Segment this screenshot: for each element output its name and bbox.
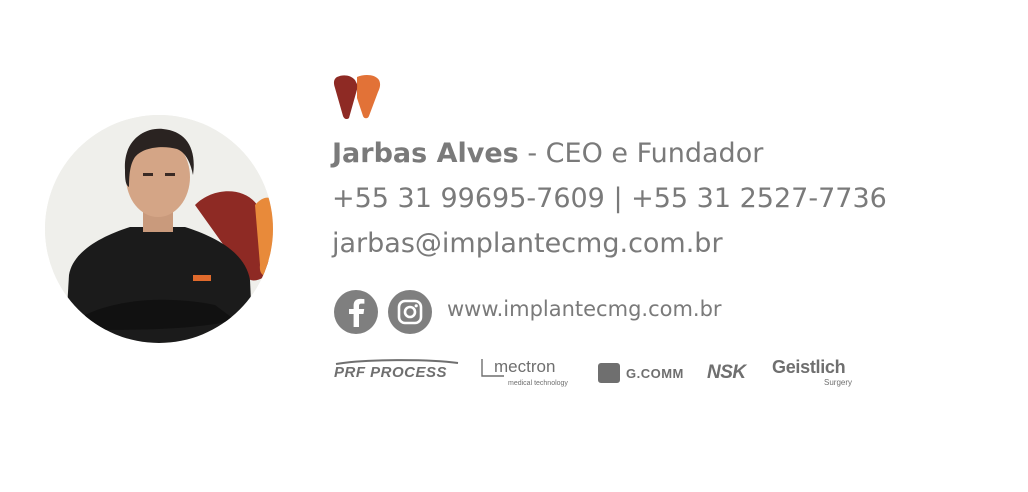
website-link[interactable]: www.implantecmg.com.br (447, 297, 722, 321)
person-name: Jarbas Alves (332, 138, 519, 169)
partner-logo-mectron (482, 357, 568, 387)
partner-logo-prf-process (334, 362, 447, 381)
job-title: CEO e Fundador (545, 138, 764, 169)
nsk-text: NSK (707, 362, 746, 383)
geistlich-subtext: Surgery (824, 378, 853, 387)
title-separator: - (518, 138, 546, 169)
social-links (334, 290, 432, 334)
geistlich-text: Geistlich (772, 357, 846, 377)
mectron-subtext: medical technology (508, 380, 568, 387)
partner-logo-nsk (707, 362, 746, 384)
phone-office[interactable]: +55 31 2527-7736 (631, 183, 887, 214)
gcomm-text: G.COMM (626, 365, 684, 381)
name-title-line (332, 138, 763, 169)
prf-swoosh (334, 359, 460, 365)
gcomm-mark (598, 363, 620, 383)
prf-process-text: PRF PROCESS (334, 364, 448, 381)
phone-mobile[interactable]: +55 31 99695-7609 (332, 183, 605, 214)
partner-logo-gcomm (598, 363, 684, 383)
phone-separator: | (604, 183, 632, 214)
brand-logo (333, 74, 383, 124)
phone-line (332, 183, 887, 214)
partner-logo-geistlich (772, 357, 853, 387)
profile-photo (45, 115, 273, 343)
mectron-text: mectron (494, 357, 556, 376)
instagram-icon[interactable] (388, 290, 432, 334)
facebook-icon[interactable] (334, 290, 378, 334)
email-link[interactable]: jarbas@implantecmg.com.br (332, 228, 723, 259)
